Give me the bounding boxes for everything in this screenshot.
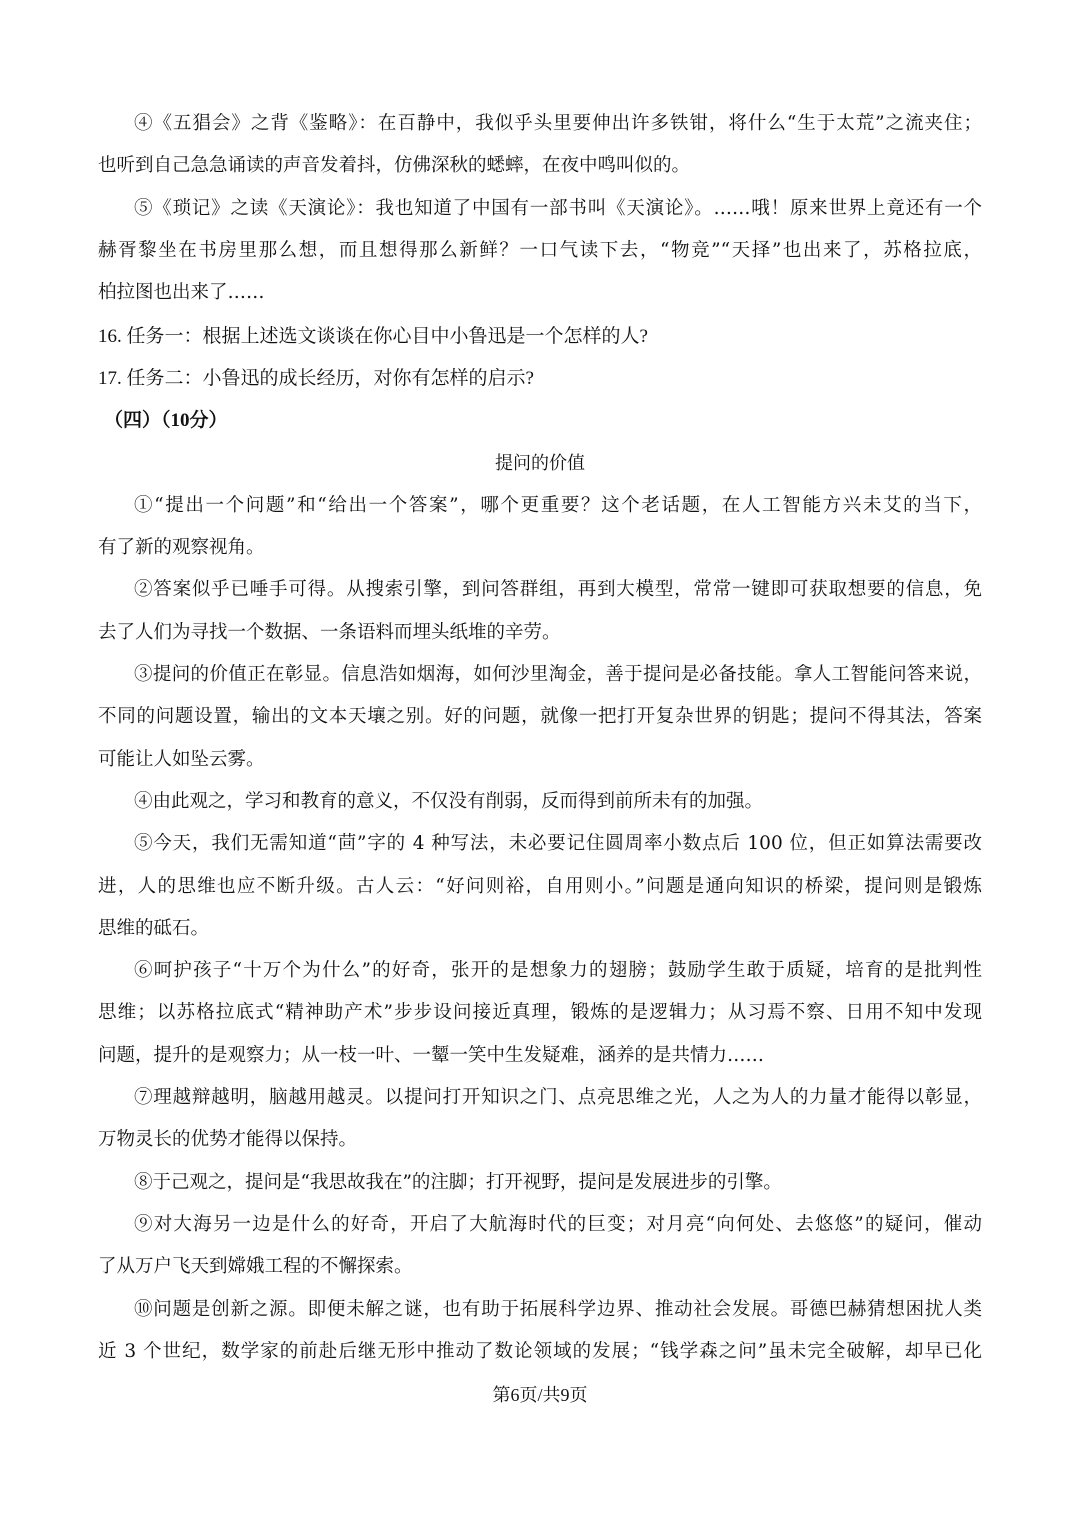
paragraph-1-line-2: 有了新的观察视角。 xyxy=(98,537,265,558)
question-17: 17. 任务二：小鲁迅的成长经历，对你有怎样的启示? xyxy=(98,368,534,389)
paragraph-9-line-2: 了从万户飞天到嫦娥工程的不懈探索。 xyxy=(98,1256,413,1277)
excerpt-5-line-2: 赫胥黎坐在书房里那么想，而且想得那么新鲜？一口气读下去，“物竞”“天择”也出来了，苏格拉底， xyxy=(98,240,982,261)
paragraph-3-line-1: ③提问的价值正在彰显。信息浩如烟海，如何沙里淘金，善于提问是必备技能。拿人工智能问答来说， xyxy=(134,664,982,685)
paragraph-5-line-1: ⑤今天，我们无需知道“茴”字的 4 种写法，未必要记住圆周率小数点后 100 位，但正如算法需要改 xyxy=(134,833,982,854)
paragraph-3-line-2: 不同的问题设置，输出的文本天壤之别。好的问题，就像一把打开复杂世界的钥匙；提问不得其法，答案 xyxy=(98,706,982,727)
paragraph-4-line-1: ④由此观之，学习和教育的意义，不仅没有削弱，反而得到前所未有的加强。 xyxy=(134,791,764,812)
page-number: 第6页/共9页 xyxy=(492,1385,588,1405)
excerpt-4-line-1: ④《五猖会》之背《鉴略》：在百静中，我似乎头里要伸出许多铁钳，将什么“生于太荒”之流夹住； xyxy=(134,113,982,134)
paragraph-8-line-1: ⑧于己观之，提问是“我思故我在”的注脚；打开视野，提问是发展进步的引擎。 xyxy=(134,1172,782,1193)
paragraph-6-line-3: 问题，提升的是观察力；从一枝一叶、一颦一笑中生发疑难，涵养的是共情力…… xyxy=(98,1045,765,1066)
excerpt-5-line-3: 柏拉图也出来了…… xyxy=(98,282,265,303)
excerpt-4-line-2: 也听到自己急急诵读的声音发着抖，仿佛深秋的蟋蟀，在夜中鸣叫似的。 xyxy=(98,155,691,176)
paragraph-6-line-2: 思维；以苏格拉底式“精神助产术”步步设问接近真理，锻炼的是逻辑力；从习焉不察、日用不知中发现 xyxy=(98,1002,982,1023)
question-16: 16. 任务一：根据上述选文谈谈在你心目中小鲁迅是一个怎样的人? xyxy=(98,326,648,347)
paragraph-2-line-1: ②答案似乎已唾手可得。从搜索引擎，到问答群组，再到大模型，常常一键即可获取想要的信息，免 xyxy=(134,579,982,600)
paragraph-7-line-1: ⑦理越辩越明，脑越用越灵。以提问打开知识之门、点亮思维之光，人之为人的力量才能得以彰显， xyxy=(134,1087,982,1108)
paragraph-6-line-1: ⑥呵护孩子“十万个为什么”的好奇，张开的是想象力的翅膀；鼓励学生敢于质疑，培育的是批判性 xyxy=(134,960,982,981)
paragraph-2-line-2: 去了人们为寻找一个数据、一条语料而埋头纸堆的辛劳。 xyxy=(98,622,561,643)
paragraph-3-line-3: 可能让人如坠云雾。 xyxy=(98,749,265,770)
paragraph-9-line-1: ⑨对大海另一边是什么的好奇，开启了大航海时代的巨变；对月亮“向何处、去悠悠”的疑问，催动 xyxy=(134,1214,982,1235)
paragraph-1-line-1: ①“提出一个问题”和“给出一个答案”，哪个更重要？这个老话题，在人工智能方兴未艾的当下， xyxy=(134,495,982,516)
paragraph-5-line-2: 进，人的思维也应不断升级。古人云：“好问则裕，自用则小。”问题是通向知识的桥梁，提问则是锻炼 xyxy=(98,876,982,897)
paragraph-10-line-2: 近 3 个世纪，数学家的前赴后继无形中推动了数论领域的发展；“钱学森之问”虽未完全破解，却早已化 xyxy=(98,1341,982,1362)
excerpt-5-line-1: ⑤《琐记》之读《天演论》：我也知道了中国有一部书叫《天演论》。……哦！原来世界上竟还有一个 xyxy=(134,198,982,219)
section-heading: （四）（10分） xyxy=(104,410,228,431)
paragraph-5-line-3: 思维的砥石。 xyxy=(98,918,210,939)
article-title: 提问的价值 xyxy=(495,453,585,474)
paragraph-7-line-2: 万物灵长的优势才能得以保持。 xyxy=(98,1129,358,1150)
paragraph-10-line-1: ⑩问题是创新之源。即便未解之谜，也有助于拓展科学边界、推动社会发展。哥德巴赫猜想困扰人类 xyxy=(134,1299,982,1320)
